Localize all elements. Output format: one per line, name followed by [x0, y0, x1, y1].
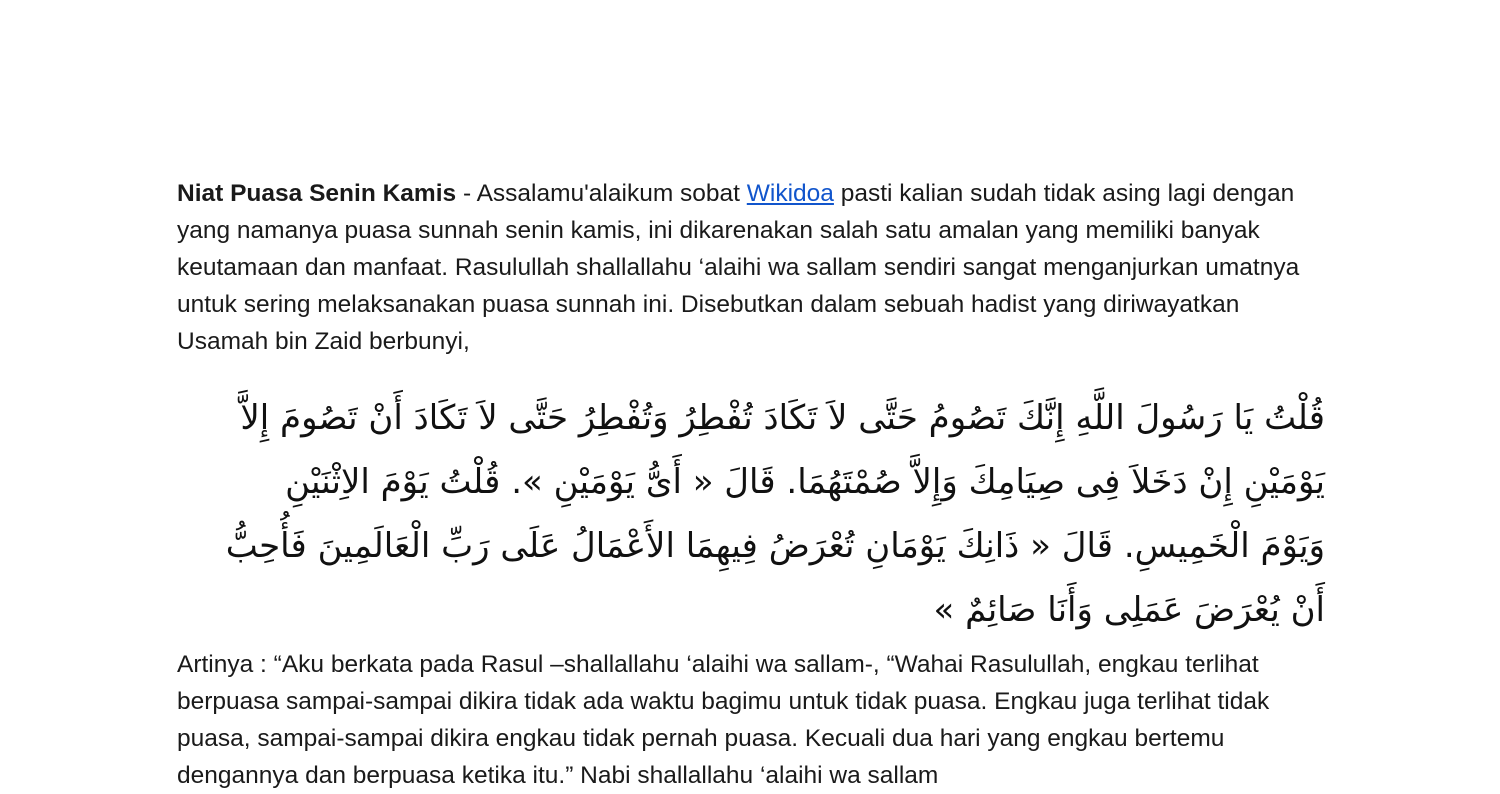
translation-paragraph: Artinya : “Aku berkata pada Rasul –shallallahu ‘alaihi wa sallam-, “Wahai Rasulullah, engkau terlihat berpuasa sampai-sampai dikira tidak ada waktu bagimu untuk tidak puasa. Engkau juga terlihat tidak puasa, sampai-sampai dikira engkau tidak pernah puasa. Kecuali dua hari yang engkau bertemu dengannya dan berpuasa ketika itu.” Nabi shallallahu ‘alaihi wa sallam — [177, 651, 1270, 789]
title-separator: - — [456, 180, 477, 207]
intro-paragraph — [177, 175, 1337, 360]
intro-body-text: pasti kalian sudah tidak asing lagi dengan yang namanya puasa sunnah senin kamis, ini dikarenakan salah satu amalan yang memiliki banyak keutamaan dan manfaat. Rasulullah shallallahu ‘alaihi wa sallam sendiri sangat menganjurkan umatnya untuk sering melaksanakan puasa sunnah ini. Disebutkan dalam sebuah hadist yang diriwayatkan Usamah bin Zaid berbunyi, — [177, 180, 1300, 355]
hadith-arabic-text: قُلْتُ يَا رَسُولَ اللَّهِ إِنَّكَ تَصُومُ حَتَّى لاَ تَكَادَ تُفْطِرُ وَتُفْطِرُ حَتَّى لاَ تَكَادَ أَنْ تَصُومَ إِلاَّ يَوْمَيْنِ إِنْ دَخَلاَ فِى صِيَامِكَ وَإِلاَّ صُمْتَهُمَا. قَالَ « أَىُّ يَوْمَيْنِ ». قُلْتُ يَوْمَ الاِثْنَيْنِ وَيَوْمَ الْخَمِيسِ. قَالَ « ذَانِكَ يَوْمَانِ تُعْرَضُ فِيهِمَا الأَعْمَالُ عَلَى رَبِّ الْعَالَمِينَ فَأُحِبُّ أَنْ يُعْرَضَ عَمَلِى وَأَنَا صَائِمٌ » — [225, 398, 1325, 630]
greeting-text: Assalamu'alaikum sobat — [476, 180, 747, 207]
article-title: Niat Puasa Senin Kamis — [177, 180, 457, 207]
wikidoa-link[interactable]: Wikidoa — [746, 180, 834, 207]
document-page — [177, 175, 1337, 794]
